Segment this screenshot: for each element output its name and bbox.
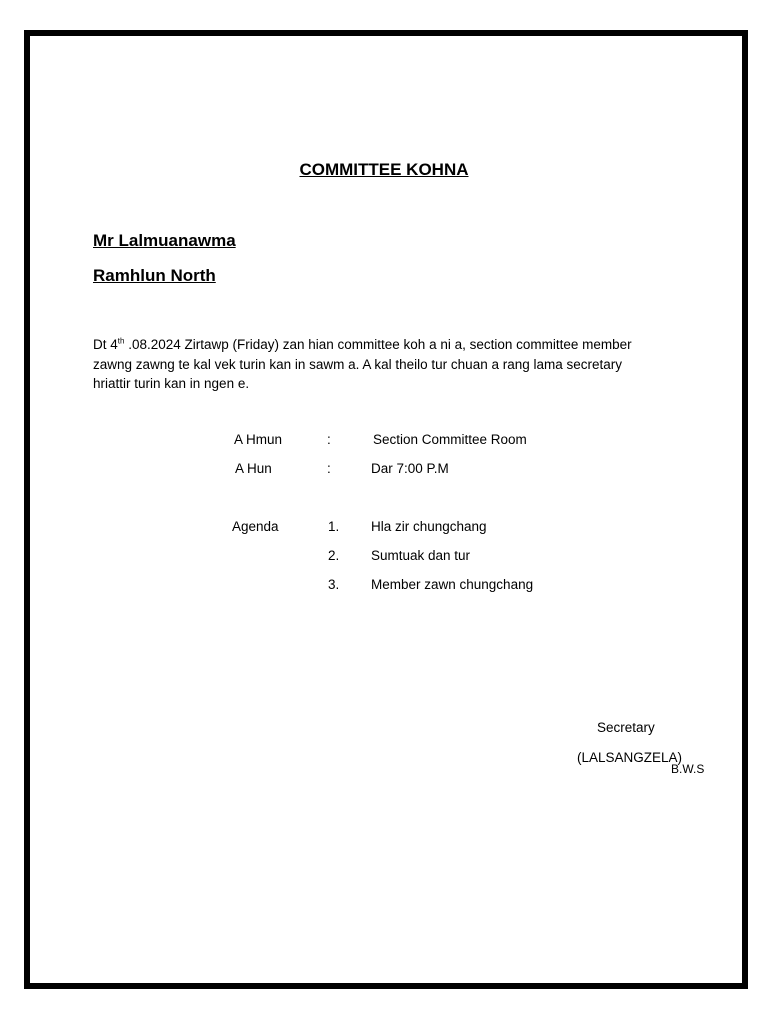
agenda-item-number: 1. xyxy=(328,519,340,534)
time-label: A Hun xyxy=(235,461,272,476)
agenda-item-text: Hla zir chungchang xyxy=(371,519,487,534)
venue-label: A Hmun xyxy=(234,432,283,447)
date-superscript: th xyxy=(117,336,125,346)
date-prefix: Dt 4 xyxy=(93,337,118,352)
signature-org: B.W.S xyxy=(671,762,705,776)
venue-value: Section Committee Room xyxy=(373,432,527,447)
body-line-3: hriattir turin kan in ngen e. xyxy=(93,376,250,391)
agenda-label: Agenda xyxy=(232,519,279,534)
document-title: COMMITTEE KOHNA xyxy=(299,160,469,179)
signature-role: Secretary xyxy=(597,720,655,735)
body-line-1 xyxy=(93,335,673,355)
time-separator: : xyxy=(327,461,331,476)
recipient-name: Mr Lalmuanawma xyxy=(93,231,236,250)
body-line-1-rest: .08.2024 Zirtawp (Friday) zan hian committee koh a ni a, section committee member xyxy=(124,337,632,352)
agenda-item-number: 3. xyxy=(328,577,340,592)
body-line-2: zawng zawng te kal vek turin kan in sawm a. A kal theilo tur chuan a rang lama secretary xyxy=(93,356,623,372)
agenda-item-text: Sumtuak dan tur xyxy=(371,548,471,563)
time-value: Dar 7:00 P.M xyxy=(371,461,449,476)
venue-separator: : xyxy=(327,432,331,447)
signature-name: (LALSANGZELA) xyxy=(577,750,683,765)
agenda-item-number: 2. xyxy=(328,548,340,563)
body-paragraph xyxy=(93,335,673,394)
agenda-item-text: Member zawn chungchang xyxy=(371,577,534,592)
recipient-location: Ramhlun North xyxy=(93,266,216,285)
